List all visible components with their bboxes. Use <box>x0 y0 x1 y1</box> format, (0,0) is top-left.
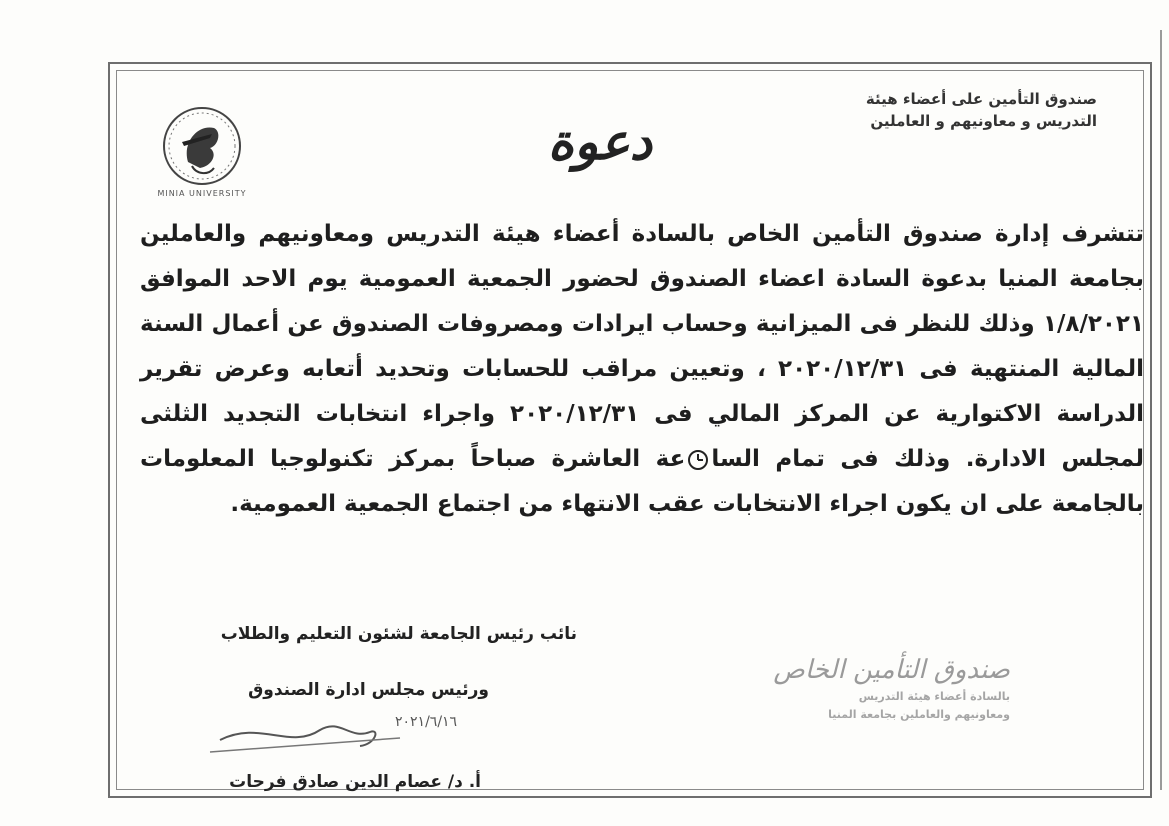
clock-icon <box>687 449 709 471</box>
signatory-title-1: نائب رئيس الجامعة لشئون التعليم والطلاب <box>220 624 577 644</box>
handwritten-signature-icon <box>200 700 480 770</box>
document-title: دعوة <box>547 112 653 171</box>
stamp-line-1: صندوق التأمين الخاص <box>773 655 1010 685</box>
svg-text:MINIA UNIVERSITY: MINIA UNIVERSITY <box>157 189 247 198</box>
invitation-body-part-1: تتشرف إدارة صندوق التأمين الخاص بالسادة أعضاء هيئة التدريس ومعاونيهم والعاملين بجامعة المنيا بدعوة السادة اعضاء الصندوق لحضور الجمعية العمومية يوم الاحد الموافق ١/٨/٢٠٢١ وذلك للنظر فى الميزانية وحساب ايرادات ومصروفات الصندوق عن أعمال السنة المالية المنتهية فى ٢٠٢٠/١٢/٣١ ، وتعيين مراقب للحسابات وتحديد أتعابه وعرض تقرير الدراسة الاكتوارية عن المركز المالي فى ٢٠٢٠/١٢/٣١ واجراء انتخابات التجديد الثلثى لمجلس الادارة. وذلك فى تمام السا <box>140 221 1144 472</box>
signatory-title-2: ورئيس مجلس ادارة الصندوق <box>248 680 489 700</box>
stamp-line-2: بالسادة أعضاء هيئة التدريس <box>858 690 1010 703</box>
organization-header <box>767 88 1097 132</box>
organization-line-2: التدريس و معاونيهم و العاملين <box>870 112 1097 130</box>
university-seal-icon <box>152 102 252 202</box>
invitation-body-part-2: عة العاشرة صباحاً بمركز تكنولوجيا المعلومات بالجامعة على ان يكون اجراء الانتخابات عقب الانتهاء من اجتماع الجمعية العمومية. <box>140 446 1144 517</box>
signature-date: ٢٠٢١/٦/١٦ <box>395 714 458 730</box>
organization-line-1: صندوق التأمين على أعضاء هيئة <box>865 90 1097 108</box>
scan-edge-line <box>1160 30 1162 790</box>
fund-stamp <box>710 652 1010 762</box>
stamp-line-3: ومعاونيهم والعاملين بجامعة المنيا <box>828 708 1010 721</box>
invitation-body <box>140 212 1144 527</box>
signatory-name: أ. د/ عصام الدين صادق فرحات <box>229 772 481 792</box>
